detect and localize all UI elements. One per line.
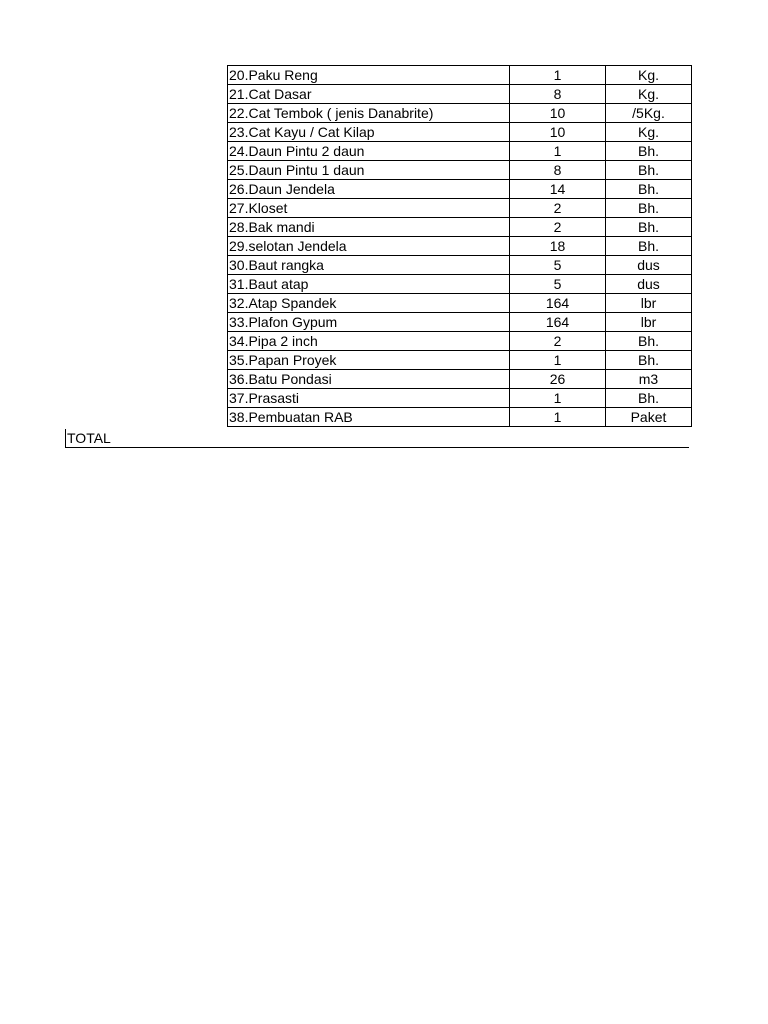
item-name-cell: 27.Kloset [228,199,510,218]
item-qty-cell: 2 [510,199,606,218]
item-unit-cell: Bh. [606,218,692,237]
item-qty-cell: 18 [510,237,606,256]
item-name-cell: 32.Atap Spandek [228,294,510,313]
item-qty-cell: 8 [510,85,606,104]
materials-table [227,65,692,427]
item-unit-cell: dus [606,256,692,275]
item-qty-cell: 5 [510,275,606,294]
table-row [228,123,692,142]
item-qty-cell: 1 [510,351,606,370]
item-unit-cell: Bh. [606,389,692,408]
total-label: TOTAL [67,430,111,446]
item-name-cell: 36.Batu Pondasi [228,370,510,389]
table-row [228,161,692,180]
table-row [228,370,692,389]
item-unit-cell: Kg. [606,66,692,85]
table-row [228,294,692,313]
item-name-cell: 24.Daun Pintu 2 daun [228,142,510,161]
table-row [228,313,692,332]
item-unit-cell: Bh. [606,161,692,180]
table-row [228,218,692,237]
table-row [228,332,692,351]
item-unit-cell: Kg. [606,85,692,104]
item-unit-cell: lbr [606,313,692,332]
table-row [228,389,692,408]
table-row [228,142,692,161]
item-name-cell: 38.Pembuatan RAB [228,408,510,427]
item-name-cell: 37.Prasasti [228,389,510,408]
item-unit-cell: m3 [606,370,692,389]
item-name-cell: 29.selotan Jendela [228,237,510,256]
item-name-cell: 26.Daun Jendela [228,180,510,199]
item-name-cell: 31.Baut atap [228,275,510,294]
item-qty-cell: 2 [510,218,606,237]
item-qty-cell: 1 [510,408,606,427]
item-unit-cell: Bh. [606,180,692,199]
item-name-cell: 25.Daun Pintu 1 daun [228,161,510,180]
item-qty-cell: 164 [510,313,606,332]
item-name-cell: 22.Cat Tembok ( jenis Danabrite) [228,104,510,123]
item-qty-cell: 14 [510,180,606,199]
item-qty-cell: 2 [510,332,606,351]
item-qty-cell: 10 [510,123,606,142]
item-unit-cell: Paket [606,408,692,427]
table-row [228,66,692,85]
item-name-cell: 30.Baut rangka [228,256,510,275]
item-qty-cell: 10 [510,104,606,123]
item-unit-cell: lbr [606,294,692,313]
item-unit-cell: /5Kg. [606,104,692,123]
item-unit-cell: Bh. [606,332,692,351]
item-name-cell: 33.Plafon Gypum [228,313,510,332]
item-unit-cell: Kg. [606,123,692,142]
table-row [228,104,692,123]
item-unit-cell: Bh. [606,237,692,256]
item-name-cell: 23.Cat Kayu / Cat Kilap [228,123,510,142]
table-row [228,199,692,218]
table-row [228,256,692,275]
item-unit-cell: Bh. [606,142,692,161]
item-qty-cell: 164 [510,294,606,313]
table-row [228,275,692,294]
item-qty-cell: 5 [510,256,606,275]
total-row [65,429,689,448]
item-unit-cell: dus [606,275,692,294]
item-unit-cell: Bh. [606,351,692,370]
item-qty-cell: 1 [510,389,606,408]
item-unit-cell: Bh. [606,199,692,218]
item-qty-cell: 26 [510,370,606,389]
table-row [228,85,692,104]
table-row [228,351,692,370]
item-name-cell: 28.Bak mandi [228,218,510,237]
table-row [228,237,692,256]
item-name-cell: 35.Papan Proyek [228,351,510,370]
item-name-cell: 20.Paku Reng [228,66,510,85]
item-name-cell: 34.Pipa 2 inch [228,332,510,351]
table-row [228,408,692,427]
item-qty-cell: 1 [510,142,606,161]
materials-table-body [228,66,692,427]
item-qty-cell: 1 [510,66,606,85]
item-qty-cell: 8 [510,161,606,180]
item-name-cell: 21.Cat Dasar [228,85,510,104]
table-row [228,180,692,199]
